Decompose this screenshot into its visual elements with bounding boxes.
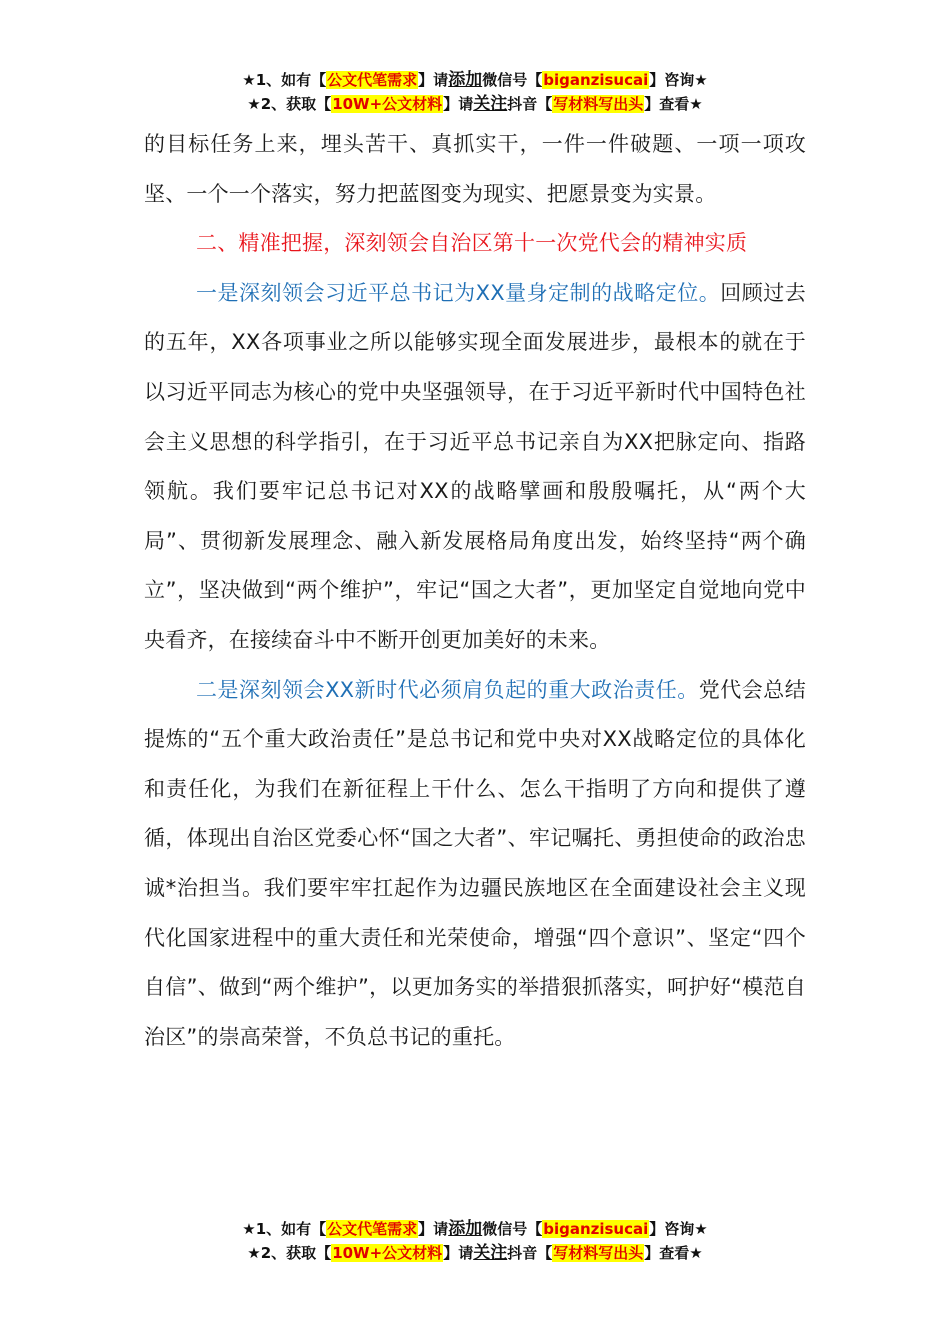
paragraph-point-2 [144,666,806,1063]
point-body: 党代会总结提炼的“五个重大政治责任”是总书记和党中央对XX战略定位的具体化和责任化，为我们在新征程上干什么、怎么干指明了方向和提供了遵循，体现出自治区党委心怀“国之大者”、牢记嘱托、勇担使命的政治忠诚*治担当。我们要牢牢扛起作为边疆民族地区在全面建设社会主义现代化国家进程中的重大责任和光荣使命，增强“四个意识”、坚定“四个自信”、做到“两个维护”，以更加务实的举措狠抓落实，呵护好“模范自治区”的崇高荣誉，不负总书记的重托。 [144,677,806,1049]
banner-highlight: biganzisucai [543,71,649,89]
banner-underline: 关注 [473,94,508,114]
banner-line-2 [0,92,950,116]
point-lead: 二是深刻领会XX新时代必须肩负起的重大政治责任。 [196,677,699,702]
header-banner [0,68,950,116]
point-lead: 一是深刻领会习近平总书记为XX量身定制的战略定位。 [196,280,721,305]
banner-highlight: 写材料写出头 [553,95,644,113]
banner-highlight: 10W+公文材料 [332,1244,443,1262]
banner-text: 】请 [443,1244,474,1262]
banner-text: ★1、如有【 [242,71,327,89]
paragraph-point-1 [144,269,806,666]
document-body [144,120,806,1062]
paragraph-continuation: 的目标任务上来，埋头苦干、真抓实干，一件一件破题、一项一项攻坚、一个一个落实，努力把蓝图变为现实、把愿景变为实景。 [144,132,806,206]
banner-text: 微信号【 [482,71,543,89]
banner-line-1 [0,1217,950,1241]
banner-highlight: 公文代笔需求 [327,71,418,89]
banner-text: 】查看★ [644,95,703,113]
banner-text: 】请 [418,1220,449,1238]
banner-underline: 关注 [473,1243,508,1263]
banner-highlight: 公文代笔需求 [327,1220,418,1238]
section-heading: 二、精准把握，深刻领会自治区第十一次党代会的精神实质 [196,231,748,256]
banner-text: 】请 [443,95,474,113]
banner-highlight: 10W+公文材料 [332,95,443,113]
banner-line-2 [0,1241,950,1265]
banner-text: ★1、如有【 [242,1220,327,1238]
footer-banner [0,1217,950,1265]
banner-highlight: 写材料写出头 [553,1244,644,1262]
banner-underline: 添加 [448,70,483,90]
banner-text: 抖音【 [507,1244,553,1262]
banner-highlight: biganzisucai [543,1220,649,1238]
banner-underline: 添加 [448,1219,483,1239]
banner-text: 抖音【 [507,95,553,113]
banner-text: 】请 [418,71,449,89]
banner-text: ★2、获取【 [247,1244,332,1262]
banner-text: 】咨询★ [649,71,708,89]
point-body: 回顾过去的五年，XX各项事业之所以能够实现全面发展进步，最根本的就在于以习近平同志为核心的党中央坚强领导，在于习近平新时代中国特色社会主义思想的科学指引，在于习近平总书记亲自为XX把脉定向、指路领航。我们要牢记总书记对XX的战略擘画和殷殷嘱托，从“两个大局”、贯彻新发展理念、融入新发展格局角度出发，始终坚持“两个确立”，坚决做到“两个维护”，牢记“国之大者”，更加坚定自觉地向党中央看齐，在接续奋斗中不断开创更加美好的未来。 [144,280,806,652]
banner-text: 】咨询★ [649,1220,708,1238]
banner-text: ★2、获取【 [247,95,332,113]
banner-text: 】查看★ [644,1244,703,1262]
banner-line-1 [0,68,950,92]
banner-text: 微信号【 [482,1220,543,1238]
